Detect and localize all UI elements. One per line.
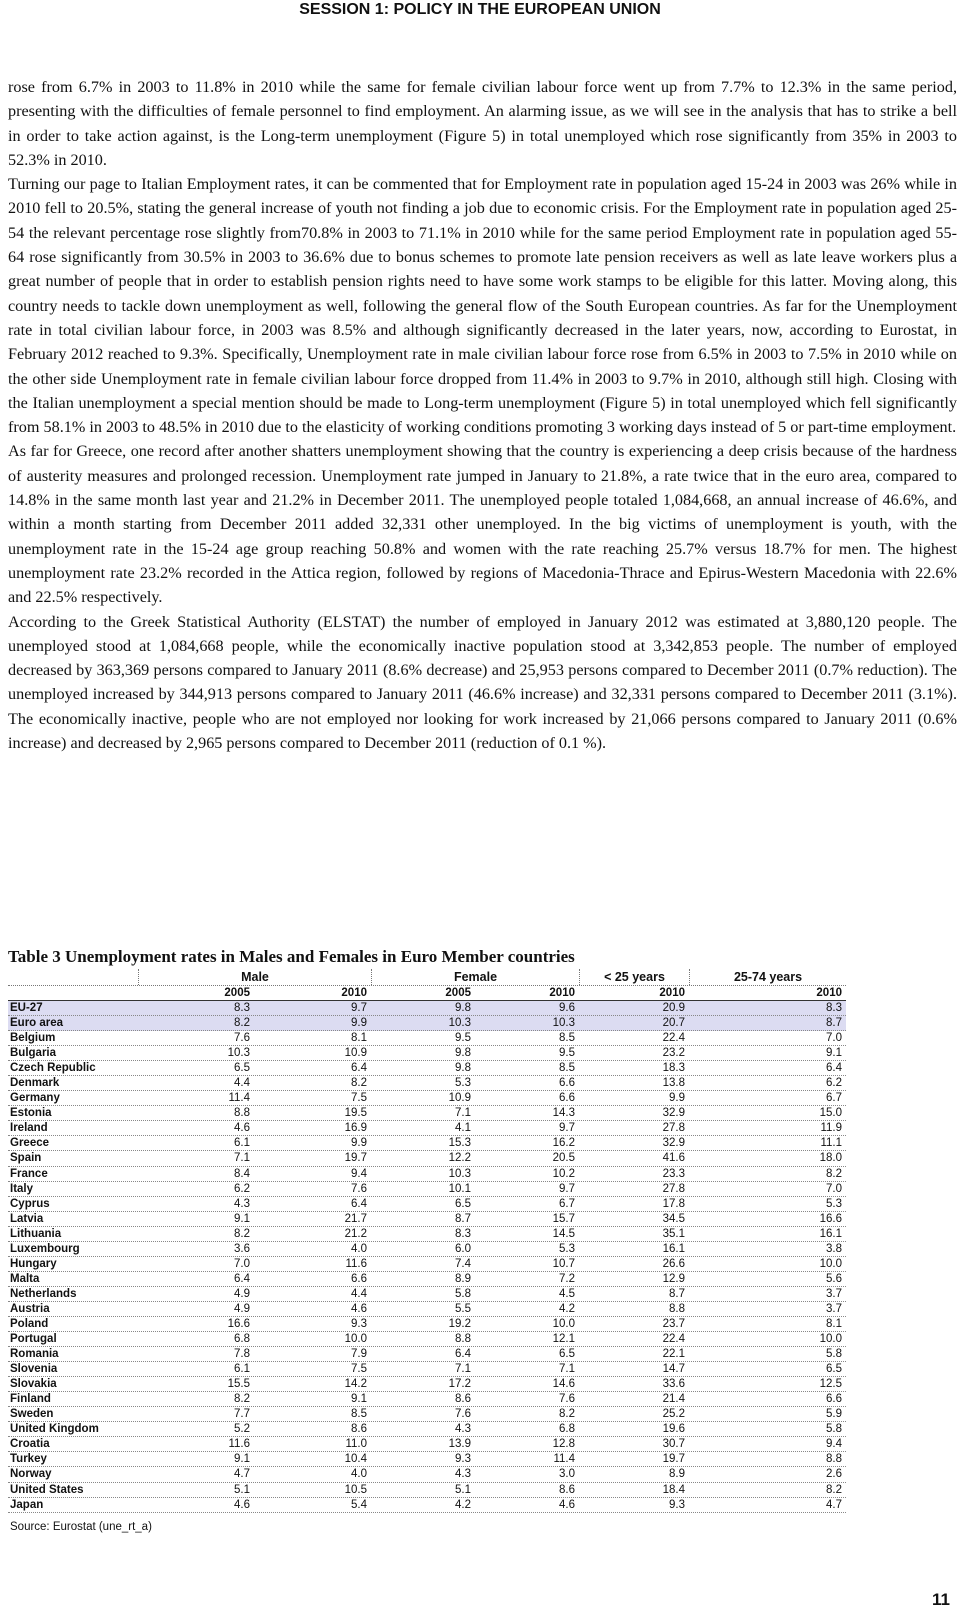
value-cell: 9.8 (455, 1047, 471, 1060)
value-cell: 10.2 (552, 1167, 575, 1180)
country-cell: Croatia (10, 1438, 50, 1451)
value-cell: 16.1 (662, 1242, 685, 1255)
value-cell: 13.9 (448, 1438, 471, 1451)
country-cell: Sweden (10, 1408, 54, 1421)
year-header-cell: 2005 (445, 987, 471, 999)
country-cell: Estonia (10, 1107, 52, 1120)
value-cell: 4.3 (234, 1197, 250, 1210)
group-header-cell: < 25 years (579, 969, 689, 985)
group-header-cell: 25-74 years (689, 969, 846, 985)
value-cell: 10.3 (552, 1017, 575, 1030)
value-cell: 19.6 (662, 1423, 685, 1436)
value-cell: 9.6 (559, 1002, 575, 1014)
value-cell: 8.2 (234, 1017, 250, 1030)
table-row (8, 1046, 846, 1061)
value-cell: 6.8 (234, 1333, 250, 1346)
value-cell: 15.3 (448, 1137, 471, 1150)
value-cell: 4.3 (455, 1423, 471, 1436)
country-cell: Romania (10, 1348, 59, 1361)
country-cell: Czech Republic (10, 1062, 96, 1075)
table-row (8, 1242, 846, 1257)
value-cell: 2.6 (826, 1468, 842, 1481)
table-body (8, 1001, 846, 1513)
value-cell: 4.6 (234, 1122, 250, 1135)
value-cell: 10.7 (552, 1257, 575, 1270)
value-cell: 10.5 (344, 1483, 367, 1496)
value-cell: 9.8 (455, 1062, 471, 1075)
value-cell: 4.0 (351, 1242, 367, 1255)
value-cell: 4.6 (559, 1498, 575, 1511)
value-cell: 15.7 (552, 1212, 575, 1225)
value-cell: 3.0 (559, 1468, 575, 1481)
value-cell: 6.6 (351, 1272, 367, 1285)
value-cell: 16.6 (227, 1317, 250, 1330)
value-cell: 23.7 (662, 1317, 685, 1330)
value-cell: 7.5 (351, 1363, 367, 1376)
value-cell: 6.8 (559, 1423, 575, 1436)
value-cell: 16.2 (552, 1137, 575, 1150)
value-cell: 10.0 (552, 1317, 575, 1330)
value-cell: 8.5 (559, 1062, 575, 1075)
value-cell: 7.1 (559, 1363, 575, 1376)
value-cell: 16.1 (819, 1227, 842, 1240)
value-cell: 10.0 (819, 1257, 842, 1270)
value-cell: 7.0 (826, 1032, 842, 1045)
value-cell: 10.9 (448, 1092, 471, 1105)
value-cell: 27.8 (662, 1122, 685, 1135)
table-row (8, 1257, 846, 1272)
value-cell: 14.3 (552, 1107, 575, 1120)
country-cell: Greece (10, 1137, 50, 1150)
paragraph: Turning our page to Italian Employment rates, it can be commented that for Employment rate in population aged 15-24 in 2003 was 26% while in 2010 fell to 20.5%, stating the general increase of youth not finding a job due to economic crisis. For the Employment rate in population aged 25-54 the relevant percentage rose slightly from70.8% in 2003 to 71.1% in 2010 while for the same period Employment rate in population aged 55-64 rose significantly from 30.5% in 2003 to 36.6% due to bonus schemes to promote late pension receivers as well as late leave workers plus a great number of people that in order to establish pension rights need to have some work stamps to be eligible for this latter. Moving along, this country needs to tackle down unemployment as well, following the general flow of the South European countries. As far for the Unemployment rate in total civilian labour force, in 2003 was 8.5% and although significantly decreased in the later years, now, according to Eurostat, in February 2012 reached to 9.3%. Specifically, Unemployment rate in male civilian labour force rose from 6.5% in 2003 to 7.5% in 2010 while on the other side Unemployment rate in female civilian labour force dropped from 11.4% in 2003 to 9.7% in 2010, although still high. Closing with the Italian unemployment a special mention should be made to Long-term unemployment (Figure 5) in total unemployed which fell significantly from 58.1% in 2003 to 48.5% in 2010 due to the elasticity of working conditions promoting 3 working days instead of 5 or part-time employment. (8, 175, 957, 437)
value-cell: 14.7 (662, 1363, 685, 1376)
value-cell: 4.7 (234, 1468, 250, 1481)
country-cell: Turkey (10, 1453, 47, 1466)
value-cell: 5.8 (826, 1423, 842, 1436)
value-cell: 5.1 (234, 1483, 250, 1496)
country-cell: Bulgaria (10, 1047, 57, 1060)
value-cell: 9.5 (559, 1047, 575, 1060)
year-header-cell: 2010 (659, 987, 685, 999)
value-cell: 7.4 (455, 1257, 471, 1270)
value-cell: 17.8 (662, 1197, 685, 1210)
value-cell: 8.3 (234, 1002, 250, 1014)
value-cell: 8.2 (234, 1393, 250, 1406)
table-row (8, 1392, 846, 1407)
value-cell: 16.9 (344, 1122, 367, 1135)
country-cell: Norway (10, 1468, 52, 1481)
value-cell: 6.4 (351, 1197, 367, 1210)
table-row (8, 1302, 846, 1317)
table-row (8, 1136, 846, 1151)
value-cell: 8.9 (455, 1272, 471, 1285)
value-cell: 5.9 (826, 1408, 842, 1421)
table-row (8, 1467, 846, 1482)
value-cell: 35.1 (662, 1227, 685, 1240)
value-cell: 21.2 (344, 1227, 367, 1240)
value-cell: 6.6 (559, 1077, 575, 1090)
page-number: 11 (932, 1590, 950, 1609)
value-cell: 7.2 (559, 1272, 575, 1285)
table-row (8, 1452, 846, 1467)
value-cell: 7.7 (234, 1408, 250, 1421)
value-cell: 12.2 (448, 1152, 471, 1165)
group-header-cell (8, 969, 138, 985)
value-cell: 8.6 (351, 1423, 367, 1436)
value-cell: 22.4 (662, 1032, 685, 1045)
country-cell: Belgium (10, 1032, 56, 1045)
value-cell: 6.5 (234, 1062, 250, 1075)
value-cell: 21.7 (344, 1212, 367, 1225)
value-cell: 8.2 (559, 1408, 575, 1421)
country-cell: Denmark (10, 1077, 60, 1090)
value-cell: 9.1 (234, 1453, 250, 1466)
table-row (8, 1151, 846, 1166)
value-cell: 4.7 (826, 1498, 842, 1511)
table-title: Table 3 Unemployment rates in Males and Females in Euro Member countries (8, 947, 575, 966)
group-header-cell: Female (371, 969, 579, 985)
country-cell: United Kingdom (10, 1423, 99, 1436)
table-row (8, 1197, 846, 1212)
value-cell: 6.5 (559, 1348, 575, 1361)
unemployment-table (8, 969, 846, 1533)
table-row (8, 1106, 846, 1121)
value-cell: 10.0 (819, 1333, 842, 1346)
value-cell: 9.7 (351, 1002, 367, 1014)
table-row (8, 1422, 846, 1437)
value-cell: 20.5 (552, 1152, 575, 1165)
value-cell: 7.0 (826, 1182, 842, 1195)
table-row (8, 1483, 846, 1498)
value-cell: 5.1 (455, 1483, 471, 1496)
value-cell: 5.5 (455, 1302, 471, 1315)
table-year-header (8, 986, 846, 1001)
year-header-cell: 2010 (816, 987, 842, 999)
country-cell: Japan (10, 1498, 44, 1511)
value-cell: 4.1 (455, 1122, 471, 1135)
value-cell: 25.2 (662, 1408, 685, 1421)
value-cell: 6.1 (234, 1137, 250, 1150)
value-cell: 9.7 (559, 1122, 575, 1135)
table-row (8, 1227, 846, 1242)
value-cell: 10.1 (448, 1182, 471, 1195)
value-cell: 4.2 (455, 1498, 471, 1511)
value-cell: 11.1 (820, 1137, 842, 1150)
value-cell: 7.1 (234, 1152, 250, 1165)
country-cell: Latvia (10, 1212, 44, 1225)
value-cell: 14.6 (552, 1378, 575, 1391)
value-cell: 10.4 (344, 1453, 367, 1466)
value-cell: 9.9 (669, 1092, 685, 1105)
value-cell: 8.7 (826, 1017, 842, 1030)
country-cell: Ireland (10, 1122, 48, 1135)
paragraph: According to the Greek Statistical Authority (ELSTAT) the number of employed in January 2012 was estimated at 3,880,120 people. The unemployed stood at 1,084,668 people, while the economically inactive population stood at 3,342,853 people. The number of employed decreased by 363,369 persons compared to January 2011 (8.6% decrease) and 25,953 persons compared to December 2011 (0.7% reduction). The unemployed increased by 344,913 persons compared to January 2011 (46.6% increase) and 32,331 persons compared to December 2011 (3.1%). The economically inactive, people who are not employed nor looking for work increased by 21,066 persons compared to January 2011 (0.6% increase) and decreased by 2,965 persons compared to December 2011 (reduction of 0.1 %). (8, 612, 957, 753)
table-row (8, 1001, 846, 1016)
value-cell: 4.6 (234, 1498, 250, 1511)
value-cell: 6.2 (826, 1077, 842, 1090)
value-cell: 8.8 (826, 1453, 842, 1466)
value-cell: 8.7 (455, 1212, 471, 1225)
value-cell: 4.9 (234, 1302, 250, 1315)
table-source: Source: Eurostat (une_rt_a) (10, 1520, 152, 1533)
value-cell: 7.6 (559, 1393, 575, 1406)
value-cell: 8.1 (351, 1032, 367, 1045)
value-cell: 6.0 (455, 1242, 471, 1255)
value-cell: 5.3 (559, 1242, 575, 1255)
country-cell: Italy (10, 1182, 34, 1195)
table-row (8, 1317, 846, 1332)
year-header-cell: 2010 (341, 987, 367, 999)
table-group-header (8, 969, 846, 986)
value-cell: 8.6 (559, 1483, 575, 1496)
table-row (8, 1362, 846, 1377)
value-cell: 21.4 (662, 1393, 685, 1406)
value-cell: 5.6 (826, 1272, 842, 1285)
value-cell: 7.8 (234, 1348, 250, 1361)
table-row (8, 1347, 846, 1362)
value-cell: 19.7 (662, 1453, 685, 1466)
country-cell: Hungary (10, 1257, 57, 1270)
value-cell: 4.6 (351, 1302, 367, 1315)
value-cell: 9.1 (826, 1047, 842, 1060)
value-cell: 9.5 (455, 1032, 471, 1045)
value-cell: 16.6 (819, 1212, 842, 1225)
value-cell: 11.0 (345, 1438, 367, 1451)
value-cell: 22.4 (662, 1333, 685, 1346)
value-cell: 34.5 (662, 1212, 685, 1225)
value-cell: 8.1 (826, 1317, 842, 1330)
value-cell: 11.4 (228, 1092, 250, 1105)
value-cell: 19.2 (448, 1317, 471, 1330)
value-cell: 8.8 (455, 1333, 471, 1346)
value-cell: 8.7 (669, 1287, 685, 1300)
value-cell: 8.2 (826, 1167, 842, 1180)
country-cell: Germany (10, 1092, 60, 1105)
table-row (8, 1498, 846, 1513)
value-cell: 10.0 (344, 1333, 367, 1346)
value-cell: 3.6 (234, 1242, 250, 1255)
value-cell: 8.9 (669, 1468, 685, 1481)
value-cell: 15.5 (227, 1378, 250, 1391)
table-row (8, 1407, 846, 1422)
country-cell: France (10, 1167, 48, 1180)
value-cell: 4.2 (559, 1302, 575, 1315)
table-row (8, 1031, 846, 1046)
value-cell: 8.8 (234, 1107, 250, 1120)
value-cell: 4.5 (559, 1287, 575, 1300)
value-cell: 6.4 (234, 1272, 250, 1285)
value-cell: 11.9 (820, 1122, 842, 1135)
value-cell: 17.2 (448, 1378, 471, 1391)
value-cell: 18.0 (819, 1152, 842, 1165)
value-cell: 7.6 (234, 1032, 250, 1045)
value-cell: 18.4 (662, 1483, 685, 1496)
value-cell: 6.5 (455, 1197, 471, 1210)
table-row (8, 1437, 846, 1452)
value-cell: 5.8 (455, 1287, 471, 1300)
value-cell: 5.4 (351, 1498, 367, 1511)
country-cell: Austria (10, 1302, 50, 1315)
table-row (8, 1061, 846, 1076)
value-cell: 9.4 (351, 1167, 367, 1180)
value-cell: 22.1 (662, 1348, 685, 1361)
table-row (8, 1332, 846, 1347)
value-cell: 4.4 (234, 1077, 250, 1090)
value-cell: 4.4 (351, 1287, 367, 1300)
value-cell: 6.4 (351, 1062, 367, 1075)
value-cell: 6.6 (559, 1092, 575, 1105)
country-cell: Netherlands (10, 1287, 77, 1300)
year-header-cell (8, 986, 138, 1000)
table-row (8, 1076, 846, 1091)
country-cell: Slovakia (10, 1378, 57, 1391)
value-cell: 5.3 (826, 1197, 842, 1210)
table-row (8, 1212, 846, 1227)
value-cell: 9.3 (669, 1498, 685, 1511)
value-cell: 41.6 (662, 1152, 685, 1165)
country-cell: EU-27 (10, 1002, 43, 1014)
value-cell: 10.3 (227, 1047, 250, 1060)
value-cell: 13.8 (662, 1077, 685, 1090)
value-cell: 10.3 (448, 1167, 471, 1180)
country-cell: Spain (10, 1152, 42, 1165)
value-cell: 8.3 (826, 1002, 842, 1014)
value-cell: 10.3 (448, 1017, 471, 1030)
year-header-cell: 2005 (224, 987, 250, 999)
value-cell: 6.5 (826, 1363, 842, 1376)
country-cell: Slovenia (10, 1363, 58, 1376)
country-cell: Finland (10, 1393, 51, 1406)
value-cell: 7.1 (455, 1363, 471, 1376)
country-cell: Poland (10, 1317, 49, 1330)
value-cell: 8.4 (234, 1167, 250, 1180)
value-cell: 27.8 (662, 1182, 685, 1195)
value-cell: 20.9 (662, 1002, 685, 1014)
value-cell: 6.4 (826, 1062, 842, 1075)
value-cell: 4.0 (351, 1468, 367, 1481)
value-cell: 33.6 (662, 1378, 685, 1391)
value-cell: 6.6 (826, 1393, 842, 1406)
value-cell: 32.9 (662, 1137, 685, 1150)
value-cell: 7.5 (351, 1092, 367, 1105)
value-cell: 8.5 (351, 1408, 367, 1421)
value-cell: 6.1 (234, 1363, 250, 1376)
table-row (8, 1182, 846, 1197)
value-cell: 9.3 (351, 1317, 367, 1330)
value-cell: 5.8 (826, 1348, 842, 1361)
value-cell: 20.7 (662, 1017, 685, 1030)
value-cell: 7.1 (455, 1107, 471, 1120)
paragraph: rose from 6.7% in 2003 to 11.8% in 2010 while the same for female civilian labour force went up from 7.7% to 12.3% in the same period, presenting with the difficulties of female personnel to find employment. An alarming issue, as we will see in the analysis that has to strike a bell in order to take action against, is the Long-term unemployment (Figure 5) in total unemployed which rose significantly from 35% in 2003 to 52.3% in 2010. (8, 78, 957, 169)
value-cell: 6.7 (826, 1092, 842, 1105)
table-row (8, 1091, 846, 1106)
value-cell: 9.1 (351, 1393, 367, 1406)
value-cell: 8.8 (669, 1302, 685, 1315)
value-cell: 7.0 (234, 1257, 250, 1270)
value-cell: 9.4 (826, 1438, 842, 1451)
table-row (8, 1121, 846, 1136)
value-cell: 14.2 (344, 1378, 367, 1391)
value-cell: 9.9 (351, 1137, 367, 1150)
value-cell: 14.5 (552, 1227, 575, 1240)
value-cell: 9.8 (455, 1002, 471, 1014)
value-cell: 6.2 (234, 1182, 250, 1195)
value-cell: 8.5 (559, 1032, 575, 1045)
value-cell: 4.3 (455, 1468, 471, 1481)
country-cell: Portugal (10, 1333, 57, 1346)
value-cell: 9.3 (455, 1453, 471, 1466)
value-cell: 23.2 (662, 1047, 685, 1060)
value-cell: 19.5 (344, 1107, 367, 1120)
value-cell: 11.6 (228, 1438, 250, 1451)
value-cell: 5.3 (455, 1077, 471, 1090)
value-cell: 6.7 (559, 1197, 575, 1210)
group-header-cell: Male (138, 969, 371, 985)
paragraph: As far for Greece, one record after another shatters unemployment showing that the country is experiencing a deep crisis because of the hardness of austerity measures and prolonged recession. Unemployment rate jumped in January to 21.8%, a rate twice that in the euro area, compared to 14.8% in the same month last year and 21.2% in December 2011. The unemployed people totaled 1,084,668, an annual increase of 46.6%, and within a month starting from December 2011 added 32,331 other unemployed. In the big victims of unemployment is youth, with the unemployment rate in the 15-24 age group reaching 50.8% and women with the rate reaching 25.7% versus 18.7% for men. The highest unemployment rate 23.2% recorded in the Attica region, followed by regions of Macedonia-Thrace and Epirus-Western Macedonia with 22.6% and 22.5% respectively. (8, 442, 957, 607)
table-row (8, 1287, 846, 1302)
value-cell: 11.6 (345, 1257, 367, 1270)
value-cell: 8.2 (826, 1483, 842, 1496)
country-cell: Lithuania (10, 1227, 62, 1240)
value-cell: 12.8 (552, 1438, 575, 1451)
value-cell: 7.6 (455, 1408, 471, 1421)
value-cell: 3.7 (826, 1302, 842, 1315)
value-cell: 19.7 (344, 1152, 367, 1165)
running-header: SESSION 1: POLICY IN THE EUROPEAN UNION (299, 1, 661, 18)
value-cell: 8.2 (234, 1227, 250, 1240)
value-cell: 9.1 (234, 1212, 250, 1225)
value-cell: 18.3 (662, 1062, 685, 1075)
value-cell: 8.2 (351, 1077, 367, 1090)
value-cell: 23.3 (662, 1167, 685, 1180)
value-cell: 3.7 (826, 1287, 842, 1300)
value-cell: 15.0 (819, 1107, 842, 1120)
country-cell: Luxembourg (10, 1242, 80, 1255)
value-cell: 7.6 (351, 1182, 367, 1195)
value-cell: 11.4 (553, 1453, 575, 1466)
value-cell: 12.9 (662, 1272, 685, 1285)
value-cell: 8.3 (455, 1227, 471, 1240)
table-row (8, 1272, 846, 1287)
value-cell: 12.5 (819, 1378, 842, 1391)
value-cell: 12.1 (552, 1333, 575, 1346)
year-header-cell: 2010 (549, 987, 575, 999)
country-cell: Euro area (10, 1017, 64, 1030)
country-cell: Cyprus (10, 1197, 50, 1210)
country-cell: United States (10, 1483, 84, 1496)
value-cell: 6.4 (455, 1348, 471, 1361)
value-cell: 7.9 (351, 1348, 367, 1361)
value-cell: 5.2 (234, 1423, 250, 1436)
value-cell: 9.7 (559, 1182, 575, 1195)
table-row (8, 1377, 846, 1392)
value-cell: 32.9 (662, 1107, 685, 1120)
value-cell: 3.8 (826, 1242, 842, 1255)
value-cell: 10.9 (344, 1047, 367, 1060)
value-cell: 4.9 (234, 1287, 250, 1300)
value-cell: 26.6 (662, 1257, 685, 1270)
table-row (8, 1167, 846, 1182)
table-row (8, 1016, 846, 1031)
value-cell: 9.9 (351, 1017, 367, 1030)
country-cell: Malta (10, 1272, 40, 1285)
body-text (8, 75, 957, 755)
value-cell: 30.7 (662, 1438, 685, 1451)
value-cell: 8.6 (455, 1393, 471, 1406)
